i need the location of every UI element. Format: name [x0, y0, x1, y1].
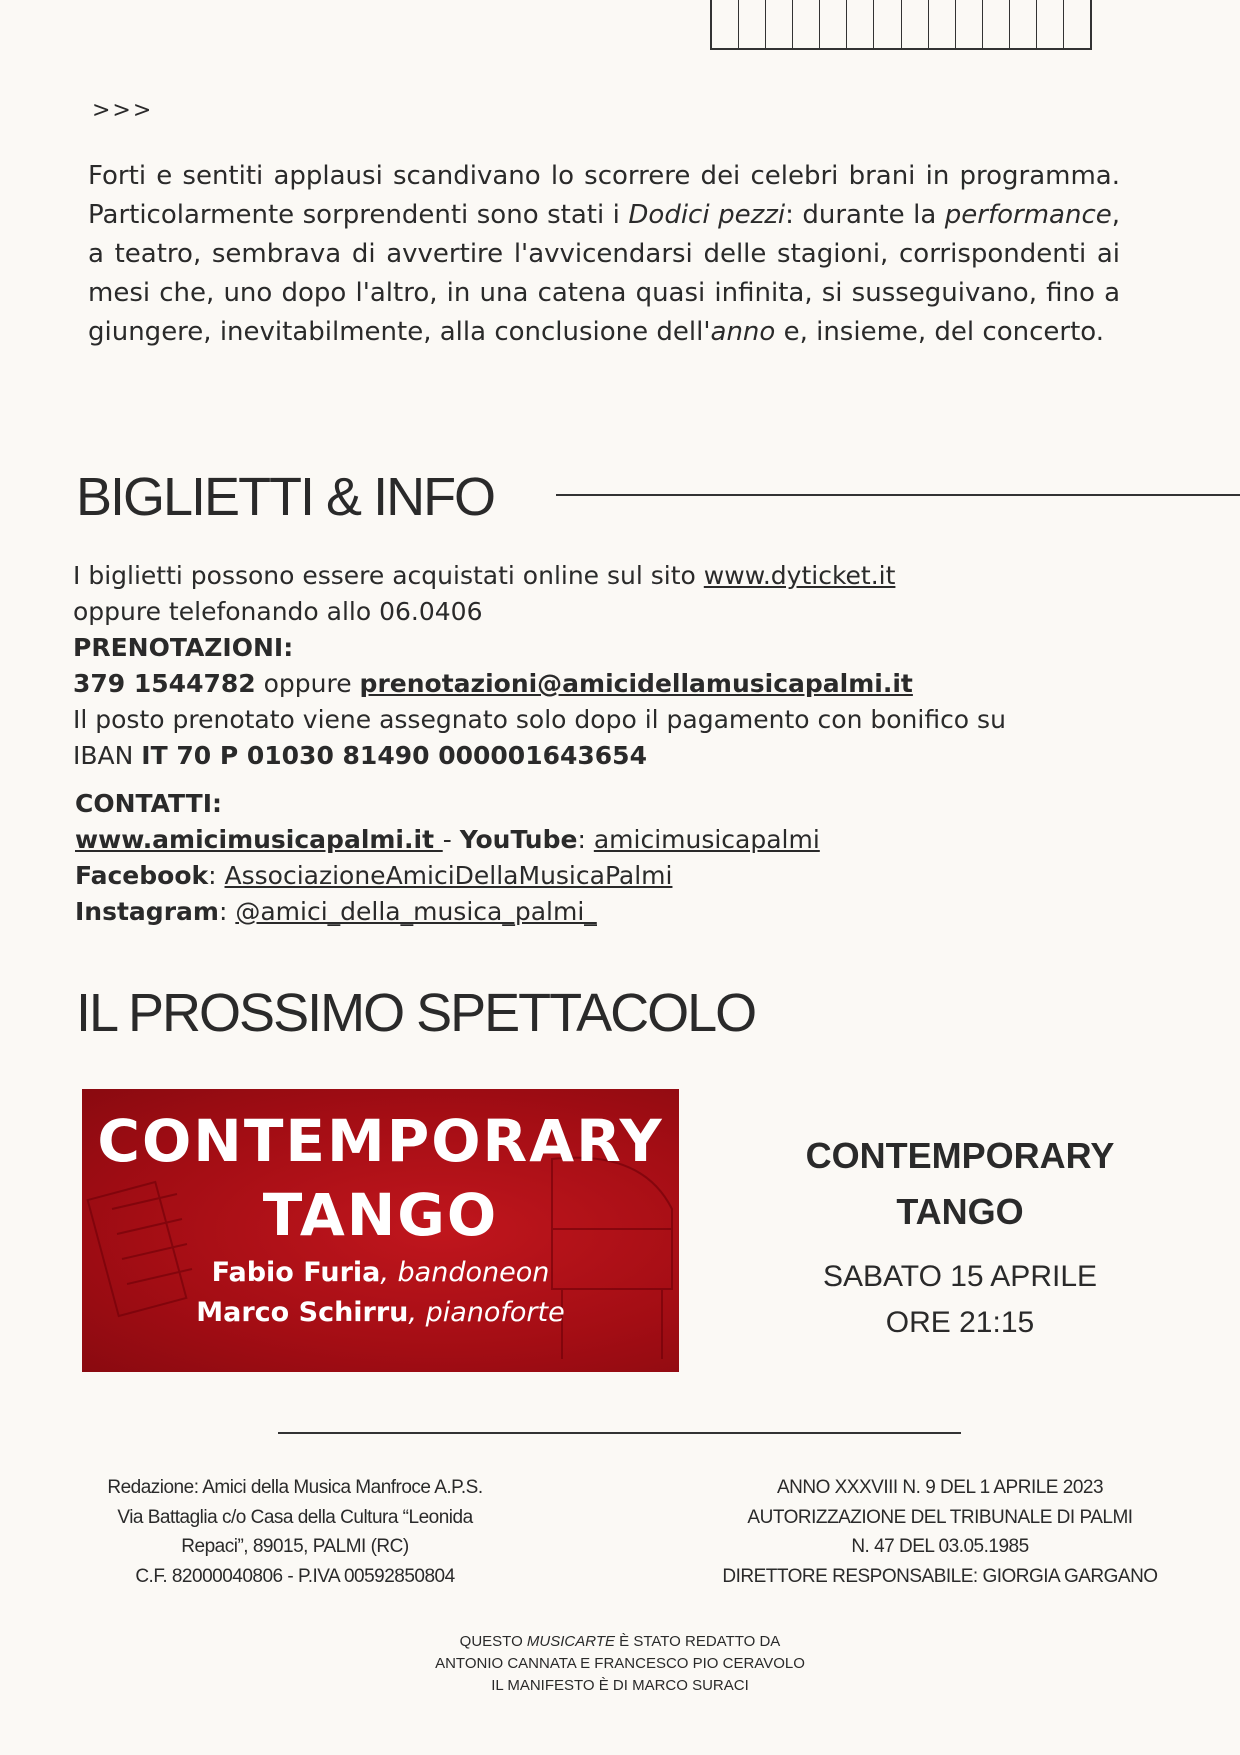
footer-editorial: Redazione: Amici della Musica Manfroce A.P.S. Via Battaglia c/o Casa della Cultura “Leonida Repaci”, 89015, PALMI (RC) C.F. 82000040806 - P.IVA 00592850804	[107, 1477, 483, 1587]
dyticket-link[interactable]: www.dyticket.it	[703, 561, 896, 590]
phone-text: oppure telefonando allo 06.0406	[73, 597, 483, 626]
facebook-link[interactable]: AssociazioneAmiciDellaMusicaPalmi	[224, 861, 673, 890]
youtube-link[interactable]: amicimusicapalmi	[593, 825, 820, 854]
heading-divider	[556, 494, 1240, 496]
booking-email-link[interactable]: prenotazioni@amicidellamusicapalmi.it	[359, 669, 913, 698]
website-link[interactable]: www.amicimusicapalmi.it	[75, 825, 443, 854]
biglietti-heading: BIGLIETTI & INFO	[76, 467, 495, 527]
poster-title: CONTEMPORARY	[97, 1107, 664, 1175]
footer-divider	[278, 1432, 961, 1434]
poster-artist-1: Fabio Furia, bandoneon	[211, 1257, 550, 1288]
instagram-link[interactable]: @amici_della_musica_palmi_	[235, 897, 597, 926]
iban-value: IT 70 P 01030 81490 000001643654	[141, 741, 647, 770]
payment-text: Il posto prenotato viene assegnato solo dopo il pagamento con bonifico su	[73, 705, 1006, 734]
poster-artist-2: Marco Schirru, pianoforte	[196, 1297, 565, 1328]
booking-phone: 379 1544782	[73, 669, 256, 698]
footer-publication: ANNO XXXVIII N. 9 DEL 1 APRILE 2023 AUTORIZZAZIONE DEL TRIBUNALE DI PALMI N. 47 DEL 03.05.1985 DIRETTORE RESPONSABILE: GIORGIA GARGANO	[722, 1477, 1158, 1587]
instagram-label: Instagram	[75, 897, 219, 926]
facebook-label: Facebook	[75, 861, 209, 890]
prossimo-heading: IL PROSSIMO SPETTACOLO	[76, 983, 756, 1043]
contacts-block: CONTATTI: www.amicimusicapalmi.it - YouTube: amicimusicapalmi Facebook: AssociazioneAmiciDellaMusicaPalmi Instagram: @amici_della_musica_palmi_	[75, 789, 820, 926]
header-grid-box	[710, 0, 1092, 50]
event-title: CONTEMPORARY TANGO	[805, 1135, 1115, 1232]
ticket-info: I biglietti possono essere acquistati online sul sito www.dyticket.it oppure telefonando allo 06.0406 PRENOTAZIONI: 379 1544782 oppure prenotazioni@amicidellamusicapalmi.it Il posto prenotato viene assegnato solo dopo il pagamento con bonifico su IBAN IT 70 P 01030 81490 000001643654	[73, 561, 1006, 770]
ticket-text: I biglietti possono essere acquistati online sul sito	[73, 561, 704, 590]
poster-subtitle: TANGO	[262, 1181, 499, 1249]
contatti-label: CONTATTI:	[75, 789, 223, 818]
continuation-arrows: >>>	[92, 98, 154, 123]
intro-paragraph: Forti e sentiti applausi scandivano lo scorrere dei celebri brani in programma. Particolarmente sorprendenti sono stati i Dodici pezzi: durante la performance, a teatro, sembrava di avvertire l'avvicendarsi delle stagioni, corrispondenti ai mesi che, uno dopo l'altro, in una catena quasi infinita, si susseguivano, fino a giungere, inevitabilmente, alla conclusione dell'anno e, insieme, del concerto.	[88, 161, 1120, 347]
footer-credits: QUESTO MUSICARTE È STATO REDATTO DA ANTONIO CANNATA E FRANCESCO PIO CERAVOLO IL MANIFESTO È DI MARCO SURACI	[435, 1633, 805, 1694]
prenotazioni-label: PRENOTAZIONI:	[73, 633, 294, 662]
event-datetime: SABATO 15 APRILE ORE 21:15	[822, 1260, 1098, 1339]
event-poster	[82, 1089, 679, 1372]
event-details	[780, 1128, 1140, 1346]
youtube-label: YouTube	[459, 825, 578, 854]
